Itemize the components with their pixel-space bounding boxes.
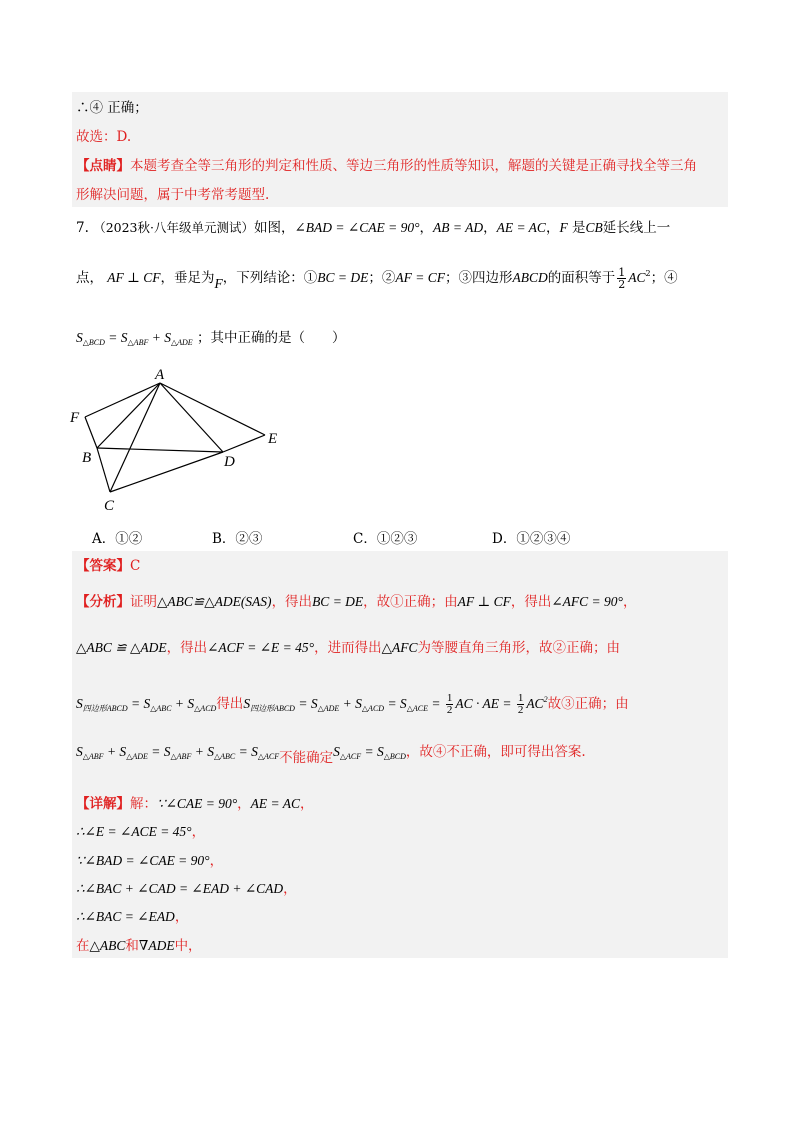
equation: ∴∠BAC = ∠EAD <box>76 909 175 924</box>
punct: ， <box>237 796 251 812</box>
detail-line-1 <box>76 794 314 814</box>
analysis-text: ，故①正确；由 <box>363 594 458 610</box>
eq: = <box>427 696 444 711</box>
point-f: F <box>214 276 223 291</box>
label-c: C <box>104 498 115 514</box>
equation: AE = AC <box>250 796 301 811</box>
frac-num: 1 <box>446 692 453 705</box>
analysis-text: 为等腰直角三角形，故②正确；由 <box>417 640 620 656</box>
question-text: 的面积等于 <box>547 270 616 286</box>
congruence-statement: △ABC≌△ADE(SAS) <box>157 594 272 609</box>
answer-tag: 【答案】 <box>76 558 130 574</box>
area-sub: △ABC <box>213 752 236 761</box>
question-text: 是 <box>571 220 586 236</box>
ac: AC <box>526 696 544 711</box>
area-s: = S <box>294 696 318 711</box>
question-text: ，下列结论：① <box>222 270 318 286</box>
line-cb: CB <box>585 220 603 235</box>
equation: AF ⊥ CF <box>457 594 511 609</box>
question-text: ；④ <box>650 270 678 286</box>
fraction-half <box>517 693 525 716</box>
condition-perp: AF ⊥ CF <box>107 270 161 285</box>
analysis-text: ，进而得出 <box>314 640 382 656</box>
segment-af <box>85 383 160 417</box>
area-sub: △ACE <box>406 704 428 713</box>
option-c <box>353 527 417 547</box>
analysis-line-3 <box>76 690 629 719</box>
question-source: （2023秋·八年级单元测试） <box>93 220 254 235</box>
option-letter: A． <box>92 531 116 547</box>
fraction-half <box>446 693 454 716</box>
punct: ， <box>419 220 433 236</box>
condition-ab-ad: AB = AD <box>432 220 484 235</box>
analysis-text: ，得出 <box>510 594 552 610</box>
option-letter: D． <box>492 531 517 547</box>
frac-num: 1 <box>517 692 524 705</box>
punct: ， <box>209 853 224 869</box>
comment-text-2: 形解决问题，属于中考常考题型. <box>76 187 270 203</box>
quad-abcd: ABCD <box>512 270 548 285</box>
punct: ， <box>545 220 560 236</box>
answer-line <box>76 556 140 576</box>
analysis-text: 不能确定 <box>279 750 334 766</box>
area-sub: △ACD <box>194 704 217 713</box>
question-line-2 <box>76 266 678 290</box>
area-equation-3 <box>76 744 279 759</box>
question-text: 如图， <box>253 220 295 236</box>
area-s: S <box>164 330 171 345</box>
punct: ， <box>483 220 497 236</box>
frac-den: 2 <box>618 278 626 291</box>
area-s: = S <box>384 696 407 711</box>
option-text: ①②③ <box>376 531 418 547</box>
analysis-text: ，得出 <box>166 640 208 656</box>
area-equation-1 <box>76 696 216 711</box>
option-d <box>492 527 570 547</box>
detail-text: 中， <box>174 938 202 954</box>
detail-line-6 <box>76 936 202 956</box>
triangle: △ABC <box>89 938 126 953</box>
label-a: A <box>155 367 165 383</box>
analysis-text: 故③正确；由 <box>547 696 629 712</box>
area-s: + S <box>171 696 195 711</box>
area-sub: △ADE <box>170 338 193 347</box>
equation: BC = DE <box>312 594 364 609</box>
analysis-tag: 【分析】 <box>76 594 130 610</box>
area-s: S <box>333 744 340 759</box>
area-sub: △ABF <box>170 752 192 761</box>
segment-de <box>223 435 265 452</box>
option-letter: B． <box>212 531 236 547</box>
exponent: 2 <box>543 695 548 704</box>
question-line-1 <box>76 216 670 236</box>
area-sub: △ABF <box>127 338 149 347</box>
area-s: S <box>243 696 251 711</box>
equation: ∵∠CAE = 90° <box>157 796 238 811</box>
area-s: S <box>76 696 83 711</box>
detail-line-5 <box>76 907 188 927</box>
detail-text: 和 <box>125 938 139 954</box>
area-s: + S <box>191 744 214 759</box>
triangle: ∇ADE <box>138 938 175 953</box>
detail-line-4 <box>76 879 297 899</box>
question-text: ，垂足为 <box>160 270 215 286</box>
choice-text: 故选：D. <box>76 129 132 145</box>
equation: ∴∠BAC + ∠CAD = ∠EAD + ∠CAD <box>76 881 284 896</box>
analysis-line-4 <box>76 742 586 767</box>
option-text: ①② <box>115 531 143 547</box>
area-s: = S <box>147 744 171 759</box>
plus: + <box>148 330 165 345</box>
equation: ∠ACF = ∠E = 45° <box>207 640 315 655</box>
segment-ab <box>97 383 160 448</box>
analysis-text: 证明 <box>130 594 157 610</box>
area-sub: 四边形ABCD <box>82 704 128 713</box>
detail-text: 在 <box>76 938 90 954</box>
comment-line-1 <box>76 156 697 176</box>
analysis-text: ， <box>622 594 637 610</box>
equation: ∠AFC = 90° <box>551 594 623 609</box>
area-sub: △ACF <box>257 752 280 761</box>
question-text: ；③四边形 <box>444 270 513 286</box>
detail-line-3 <box>76 851 223 871</box>
condition-angles: ∠BAD = ∠CAE = 90° <box>294 220 420 235</box>
segment-ac <box>110 383 160 492</box>
question-text: ；② <box>368 270 396 286</box>
area-s: = S <box>361 744 384 759</box>
solution-line-conclusion <box>76 98 148 118</box>
area-s: S <box>120 330 128 345</box>
label-d: D <box>224 454 235 470</box>
area-sub: △ABC <box>150 704 172 713</box>
fraction-half <box>617 267 626 290</box>
area-equation-2 <box>243 692 548 717</box>
condition-ae-ac: AE = AC <box>496 220 546 235</box>
conclusion-3: AC <box>628 270 646 285</box>
area-sub: △ADE <box>126 752 148 761</box>
option-letter: C． <box>353 531 377 547</box>
area-equation-4 <box>333 744 406 759</box>
area-sub: △BCD <box>383 752 406 761</box>
eq: = <box>104 330 121 345</box>
segment-bd <box>97 448 223 452</box>
label-f: F <box>70 410 80 426</box>
equation: ∵∠BAD = ∠CAE = 90° <box>76 853 210 868</box>
punct: ， <box>300 796 314 812</box>
comment-line-2 <box>76 185 269 205</box>
detail-tag: 【详解】 <box>76 796 130 812</box>
question-prompt: ；其中正确的是（ ） <box>196 330 346 346</box>
segment-ad <box>160 383 223 452</box>
conclusion-1: BC = DE <box>317 270 369 285</box>
frac-num: 1 <box>618 266 626 279</box>
label-e: E <box>268 431 278 447</box>
area-s: + S <box>103 744 127 759</box>
segment-cd <box>110 452 223 492</box>
answer-value: C <box>130 558 141 574</box>
area-s: = S <box>235 744 258 759</box>
comment-text-1: 本题考查全等三角形的判定和性质、等边三角形的性质等知识，解题的关键是正确寻找全等三角 <box>130 158 697 174</box>
solution-line-choice <box>76 127 131 147</box>
congruence-statement: △ABC ≌ △ADE <box>76 640 167 655</box>
conclusion-text: ∴④ 正确； <box>76 100 148 116</box>
area-sub: △ACF <box>339 752 362 761</box>
area-s: S <box>76 744 83 759</box>
question-text: 点， <box>76 270 103 286</box>
segment-fb <box>85 417 97 448</box>
analysis-text: ，得出 <box>271 594 313 610</box>
frac-den: 2 <box>517 704 524 717</box>
question-text: 延长线上一 <box>602 220 671 236</box>
triangle: △AFC <box>381 640 418 655</box>
option-a <box>92 527 142 547</box>
punct: ， <box>191 824 206 840</box>
exponent: 2 <box>645 269 651 278</box>
analysis-text: 得出 <box>216 696 244 712</box>
conclusion-2: AF = CF <box>395 270 445 285</box>
area-sub: 四边形ABCD <box>250 704 295 713</box>
area-sub: △BCD <box>82 338 105 347</box>
option-text: ②③ <box>235 531 263 547</box>
product: AC · AE = <box>455 696 515 711</box>
segment-bc <box>97 448 110 492</box>
label-b: B <box>82 450 92 466</box>
point-f: F <box>559 220 568 235</box>
detail-text: 解： <box>130 796 157 812</box>
area-sub: △ADE <box>317 704 340 713</box>
punct: ， <box>283 881 297 897</box>
comment-tag: 【点睛】 <box>76 158 130 174</box>
punct: ， <box>174 909 189 925</box>
segment-ae <box>160 383 265 435</box>
analysis-line-1 <box>76 592 636 612</box>
analysis-line-2 <box>76 638 620 658</box>
frac-den: 2 <box>446 704 453 717</box>
area-sub: △ABF <box>82 752 104 761</box>
question-line-3 <box>76 326 345 347</box>
equation: ∴∠E = ∠ACE = 45° <box>76 824 192 839</box>
area-s: S <box>76 330 83 345</box>
question-number: 7. <box>76 220 89 236</box>
option-b <box>212 527 262 547</box>
detail-line-2 <box>76 822 205 842</box>
geometry-figure <box>60 365 300 515</box>
area-s: = S <box>127 696 151 711</box>
option-text: ①②③④ <box>516 531 571 547</box>
area-sub: △ACD <box>361 704 385 713</box>
analysis-text: ，故④不正确，即可得出答案. <box>405 744 586 760</box>
area-s: + S <box>339 696 362 711</box>
